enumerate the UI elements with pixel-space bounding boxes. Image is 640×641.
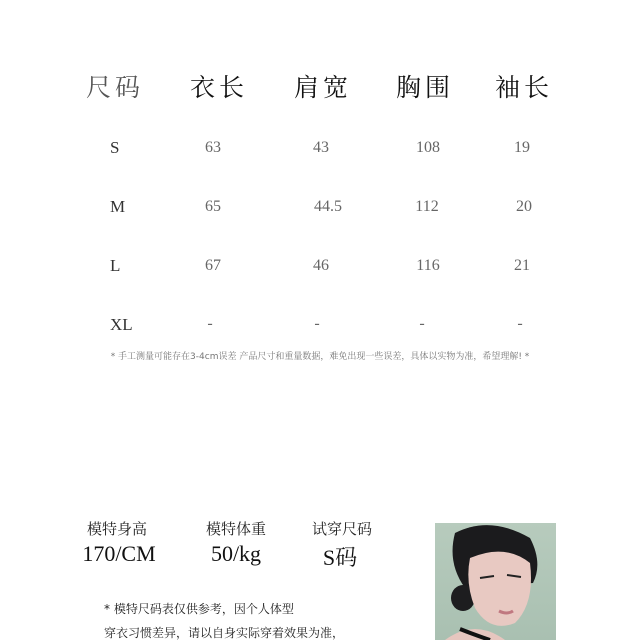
cell: 44.5 — [314, 198, 342, 215]
model-weight-value: 50/kg — [210, 541, 262, 566]
cell: 112 — [415, 198, 439, 215]
cell: 67 — [205, 257, 221, 274]
disclaimer-line: * 模特尺码表仅供参考，因个人体型 — [104, 602, 294, 616]
row-size: S — [110, 138, 120, 157]
cell: 46 — [313, 257, 329, 274]
row-size: XL — [110, 315, 133, 334]
cell: 116 — [416, 257, 440, 274]
cell: 21 — [514, 257, 530, 274]
model-photo — [435, 523, 556, 640]
header-shoulder: 肩宽 — [293, 73, 353, 102]
cell: 19 — [514, 139, 530, 156]
model-height-label: 模特身高 — [86, 520, 148, 538]
cell: - — [517, 315, 523, 332]
header-chest: 胸围 — [395, 73, 455, 102]
row-size: L — [110, 256, 121, 275]
model-size-value: S码 — [322, 545, 358, 570]
cell: 20 — [516, 198, 532, 215]
model-weight-label: 模特体重 — [205, 520, 267, 538]
measurement-note: * 手工测量可能存在3-4cm误差 产品尺寸和重量数据，难免出现一些误差，具体以实物为准，希望理解! * — [110, 352, 530, 362]
cell: - — [419, 315, 425, 332]
cell: 63 — [205, 139, 221, 156]
header-size: 尺码 — [85, 73, 145, 102]
row-size: M — [110, 197, 126, 216]
disclaimer-line: 穿衣习惯差异，请以自身实际穿着效果为准， — [104, 626, 345, 640]
header-length: 衣长 — [189, 73, 249, 102]
header-sleeve: 袖长 — [494, 73, 554, 102]
cell: 65 — [205, 198, 221, 215]
cell: 108 — [416, 139, 440, 156]
model-size-label: 试穿尺码 — [311, 520, 373, 538]
cell: 43 — [313, 139, 329, 156]
model-height-value: 170/CM — [82, 541, 156, 566]
cell: - — [207, 315, 213, 332]
cell: - — [314, 315, 320, 332]
